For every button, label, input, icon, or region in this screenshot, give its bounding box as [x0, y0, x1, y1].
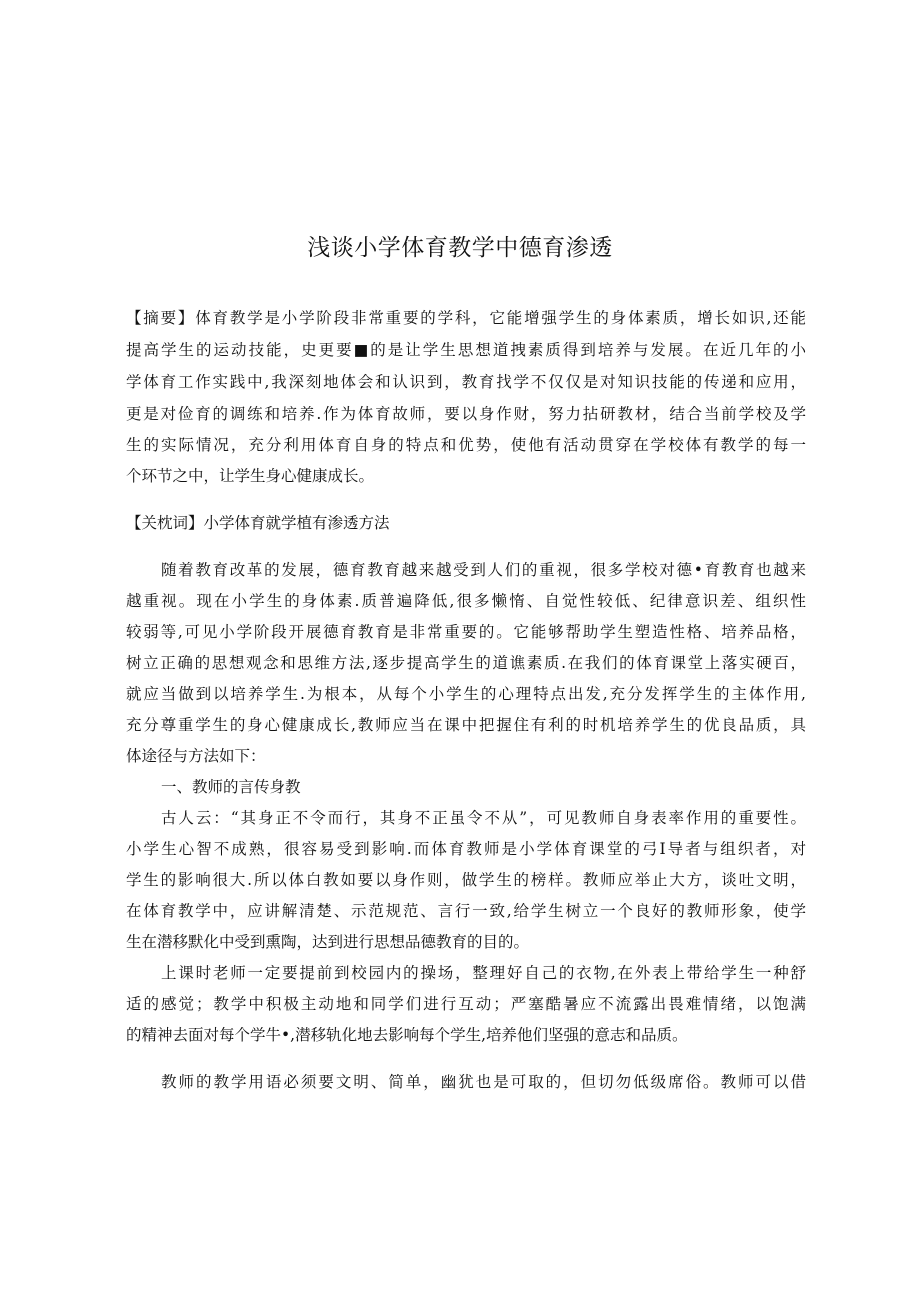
section-heading: 一、教师的言传身教 [161, 778, 301, 796]
paragraph-line: 的精神去面对每个学牛•,潜移轨化地去影响每个学生,培养他们坚强的意志和品质。 [126, 1026, 688, 1044]
paragraph-line: 小学生心智不成熟，很容易受到影响.而体育教师是小学体育课堂的弓I导者与组织者，对 [126, 840, 806, 858]
intro-line: 随着教育改革的发展，德育教育越来越受到人们的重视，很多学校对德•育教育也越来 [161, 561, 806, 579]
intro-line: 较弱等,可见小学阶段开展德育教育是非常重要的。它能够帮助学生塑造性格、培养品格， [126, 623, 806, 641]
intro-line: 越重视。现在小学生的身体素.质普遍降低,很多懒惰、自觉性较低、纪律意识差、组织性 [126, 592, 806, 610]
abstract-line: 更是对俭育的调练和培养.作为体育故师，要以身作财，努力拈研教材，结合当前学校及学 [126, 405, 806, 423]
abstract-line: 提高学生的运动技能，史更要■的是让学生思想道拽素质得到培养与发展。在近几年的小 [126, 341, 806, 359]
abstract-line: 个环节之中，让学生身心健康成长。 [126, 467, 375, 485]
page-title: 浅谈小学体育教学中德育渗透 [307, 235, 613, 261]
abstract-line: 学体育工作实践中,我深刻地体会和认识到，教育找学不仅仅是对知识技能的传递和应用， [126, 373, 806, 391]
paragraph-line: 适的感觉；教学中积极主动地和同学们进行互动；严塞酷暑应不流露出畏难情绪，以饱满 [126, 995, 806, 1013]
intro-line: 就应当做到以培养学生.为根本，从每个小学生的心理特点出发,充分发挥学生的主体作用, [126, 685, 806, 703]
abstract-line: 【摘要】体育教学是小学阶段非常重要的学科，它能增强学生的身体素质，增长如识,还能 [126, 309, 806, 327]
paragraph-line: 教师的教学用语必须要文明、简单，幽犹也是可取的，但切勿低级席俗。教师可以借 [161, 1073, 806, 1091]
intro-line: 充分尊重学生的身心健康成长,教师应当在课中把握住有利的时机培养学生的优良品质，具 [126, 716, 806, 734]
paragraph-line: 生在潜移默化中受到熏陶，达到进行思想品德教育的目的。 [126, 933, 530, 951]
keywords-line: 【关枕词】小学体育就学植有渗透方法 [126, 514, 390, 532]
paragraph-line: 学生的影响很大.所以体白教如要以身作则，做学生的榜样。教师应举止大方，谈吐文明， [126, 871, 806, 889]
intro-line: 体途径与方法如下： [126, 747, 266, 765]
intro-line: 树立正确的思想观念和思维方法,逐步提高学生的道谯素质.在我们的体育课堂上落实硬百， [126, 654, 806, 672]
paragraph-line: 在体育教学中，应讲解清楚、示范规范、言行一致,给学生树立一个良好的教师形象，使学 [126, 902, 806, 920]
abstract-line: 生的实际情况，充分利用体育自身的特点和优势，使他有活动贯穿在学校体有教学的每一 [126, 436, 806, 454]
paragraph-line: 古人云：“其身正不令而行，其身不正虽令不从”，可见教师自身表率作用的重要性。 [161, 809, 806, 827]
paragraph-line: 上课时老师一定要提前到校园内的操场，整理好自己的衣物,在外表上带给学生一种舒 [161, 964, 806, 982]
